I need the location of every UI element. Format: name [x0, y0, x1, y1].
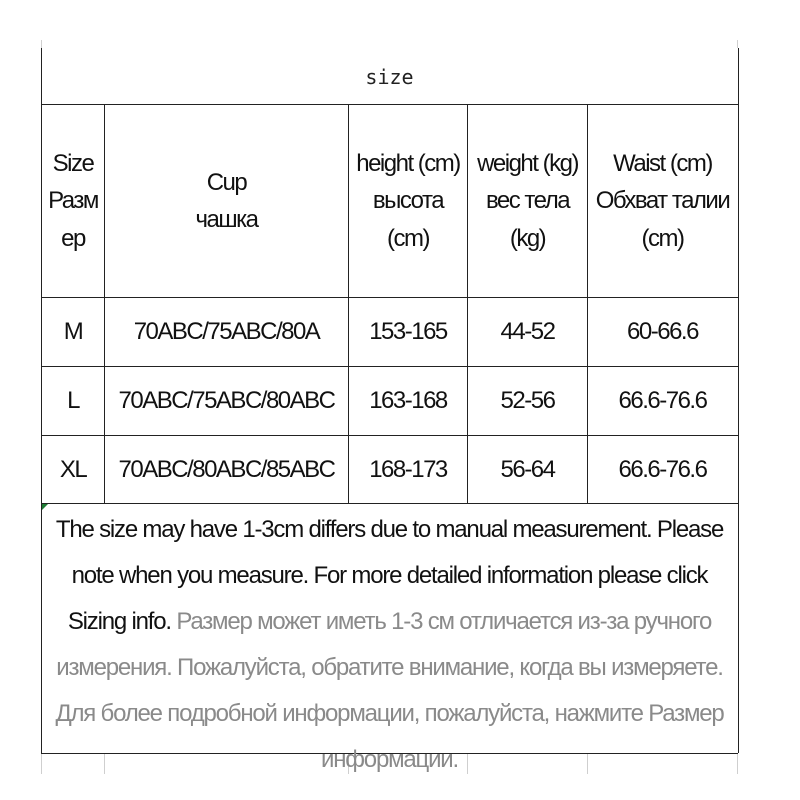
table-cell-waist: 66.6-76.6: [618, 455, 707, 483]
table-cell-cup: 70ABC/80ABC/85ABC: [118, 455, 335, 483]
header-cup: Cup чашка: [195, 168, 258, 233]
table-cell-weight: 52-56: [500, 387, 555, 415]
header-height: height (cm) высота (cm): [356, 150, 460, 252]
measurement-note: [44, 507, 735, 783]
grid-line: [737, 754, 738, 774]
note-english: The size may have 1-3cm differs due to manual measurement. Please note when you measure. For more detailed information please click Sizing info.: [55, 516, 724, 635]
table-cell-size: L: [67, 387, 79, 415]
note-russian: Размер может иметь 1-3 см отличается из-за ручного измерения. Пожалуйста, обратите внимание, когда вы измеряете. Для более подробной информации, пожалуйста, нажмите Размер информации.: [55, 608, 724, 773]
table-cell-cup: 70ABC/75ABC/80ABC: [118, 387, 335, 415]
table-cell-height: 168-173: [369, 455, 447, 483]
table-cell-waist: 66.6-76.6: [618, 387, 707, 415]
chart-title: size: [365, 64, 414, 89]
grid-line: [41, 754, 42, 774]
table-cell-height: 153-165: [369, 318, 447, 346]
table-cell-weight: 56-64: [500, 455, 555, 483]
grid-line: [737, 40, 738, 48]
header-weight: weight (kg) вес тела (kg): [477, 150, 578, 252]
grid-line: [41, 40, 42, 48]
table-cell-size: M: [63, 318, 83, 346]
header-size: Size Разм ер: [48, 150, 98, 252]
table-cell-cup: 70ABC/75ABC/80A: [133, 318, 320, 346]
header-waist: Waist (cm) Обхват талии (cm): [595, 150, 730, 252]
table-cell-height: 163-168: [369, 387, 447, 415]
table-border: [41, 503, 738, 504]
table-cell-waist: 60-66.6: [627, 318, 698, 346]
table-cell-weight: 44-52: [500, 318, 555, 346]
table-cell-size: XL: [59, 455, 87, 483]
